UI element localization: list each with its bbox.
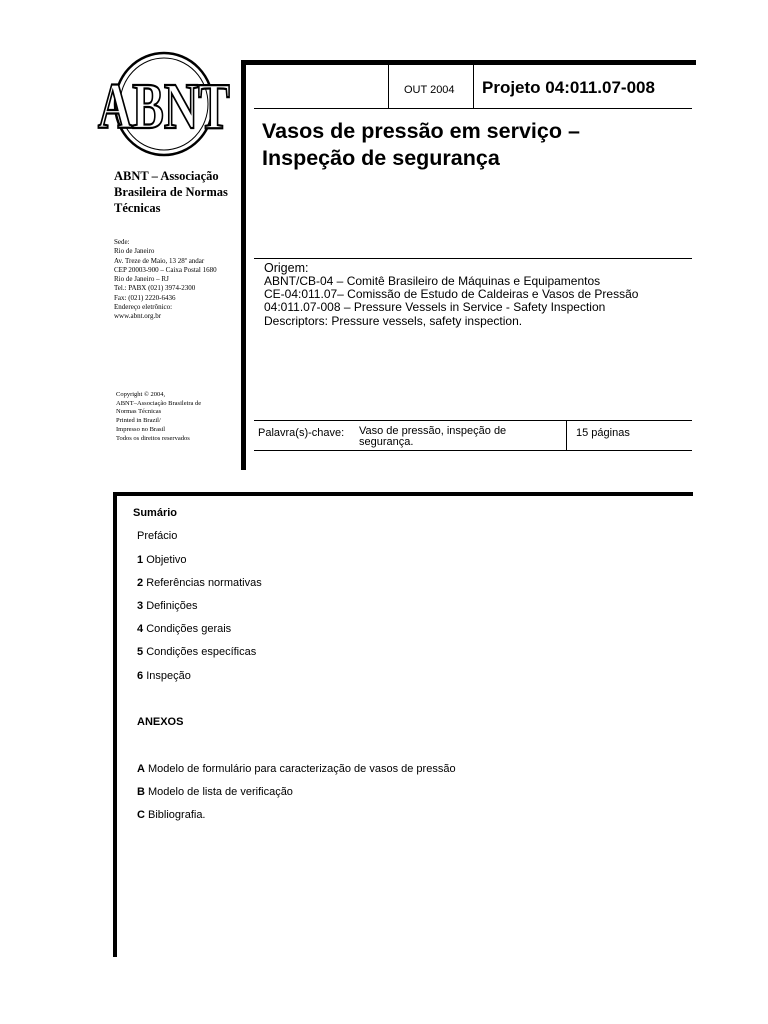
summary-item[interactable] <box>137 577 262 589</box>
summary-heading: Sumário <box>133 507 178 519</box>
address-line: Tel.: PABX (021) 3974-2300 <box>114 284 196 293</box>
summary-item[interactable] <box>137 554 187 566</box>
origin-label: Origem: <box>264 261 309 275</box>
keywords-line: Vaso de pressão, inspeção de <box>359 425 507 437</box>
summary-frame-left-bar <box>113 492 117 957</box>
keywords-line: segurança. <box>359 436 414 448</box>
annex-item[interactable] <box>137 786 293 798</box>
svg-text:ABNT: ABNT <box>97 70 230 143</box>
annex-item-label: Modelo de lista de verificação <box>148 786 293 798</box>
summary-item-label: Condições específicas <box>146 646 257 658</box>
abnt-logo <box>97 50 230 163</box>
summary-frame-top-bar <box>113 492 693 496</box>
summary-item-number: 4 <box>137 623 144 635</box>
annex-item-label: Bibliografia. <box>148 809 206 821</box>
summary-item-label: Objetivo <box>146 554 187 566</box>
summary-item-number: 6 <box>137 670 144 682</box>
keywords-value <box>359 426 559 448</box>
summary-item-number: 1 <box>137 554 144 566</box>
annex-item-label: Modelo de formulário para caracterização de vasos de pressão <box>148 763 456 775</box>
summary-item[interactable] <box>137 646 256 658</box>
summary-item-number: 2 <box>137 577 144 589</box>
origin-line: Descriptors: Pressure vessels, safety inspection. <box>264 313 523 328</box>
origin-block <box>264 275 694 328</box>
title-line: Inspeção de segurança <box>262 146 500 170</box>
origin-rule <box>254 258 692 259</box>
header-divider <box>473 65 474 108</box>
summary-item-label: Condições gerais <box>146 623 232 635</box>
address-line: Av. Treze de Maio, 13 28º andar <box>114 256 205 265</box>
keywords-divider <box>566 420 567 450</box>
document-title <box>262 118 682 172</box>
summary-item[interactable] <box>137 670 191 682</box>
publication-date: OUT 2004 <box>404 84 455 96</box>
organization-name: ABNT – Associação Brasileira de Normas Técnicas <box>114 169 228 215</box>
address-line: CEP 20003-900 – Caixa Postal 1680 <box>114 265 217 274</box>
origin-line: 04:011.07-008 – Pressure Vessels in Service - Safety Inspection <box>264 300 606 315</box>
summary-item-preface[interactable]: Prefácio <box>137 530 178 542</box>
copyright-block <box>116 391 241 443</box>
copyright-line: Normas Técnicas <box>116 408 162 416</box>
website-link[interactable]: www.abnt.org.br <box>114 312 162 321</box>
summary-item[interactable] <box>137 623 231 635</box>
address-block <box>114 238 239 322</box>
address-line: Rio de Janeiro – RJ <box>114 275 169 284</box>
header-rule <box>254 108 692 109</box>
project-code: Projeto 04:011.07-008 <box>482 78 655 97</box>
address-line: Sede: <box>114 238 130 246</box>
copyright-line: ABNT–Associação Brasileira de <box>116 399 202 407</box>
annex-item[interactable] <box>137 809 206 821</box>
address-line: Endereço eletrônico: <box>114 303 173 312</box>
address-line: Fax: (021) 2220-6436 <box>114 293 176 302</box>
copyright-line: Printed in Brazil/ <box>116 417 161 425</box>
title-line: Vasos de pressão em serviço – <box>262 119 580 143</box>
copyright-line: Todos os direitos reservados <box>116 434 190 442</box>
origin-line: CE-04:011.07– Comissão de Estudo de Caldeiras e Vasos de Pressão <box>264 287 639 302</box>
annex-item-letter: C <box>137 809 145 821</box>
copyright-line: Impresso no Brasil <box>116 425 166 433</box>
annex-item-letter: A <box>137 763 145 775</box>
address-line: Rio de Janeiro <box>114 247 155 256</box>
annex-item[interactable] <box>137 763 456 775</box>
summary-item-label: Referências normativas <box>146 577 262 589</box>
header-frame-top-bar <box>241 60 696 65</box>
keywords-label: Palavra(s)-chave: <box>258 427 345 439</box>
summary-item-label: Inspeção <box>146 670 191 682</box>
copyright-line: Copyright © 2004, <box>116 391 166 398</box>
summary-item-number: 3 <box>137 600 144 612</box>
keywords-rule-top <box>254 420 692 421</box>
annex-heading: ANEXOS <box>137 716 184 728</box>
summary-item-label: Definições <box>146 600 198 612</box>
header-frame-left-bar <box>241 60 246 470</box>
origin-line: ABNT/CB-04 – Comitê Brasileiro de Máquinas e Equipamentos <box>264 274 601 288</box>
summary-item-number: 5 <box>137 646 144 658</box>
keywords-rule-bottom <box>254 450 692 451</box>
page-count: 15 páginas <box>576 427 630 439</box>
annex-item-letter: B <box>137 786 145 798</box>
summary-item[interactable] <box>137 600 198 612</box>
header-divider <box>388 65 389 108</box>
